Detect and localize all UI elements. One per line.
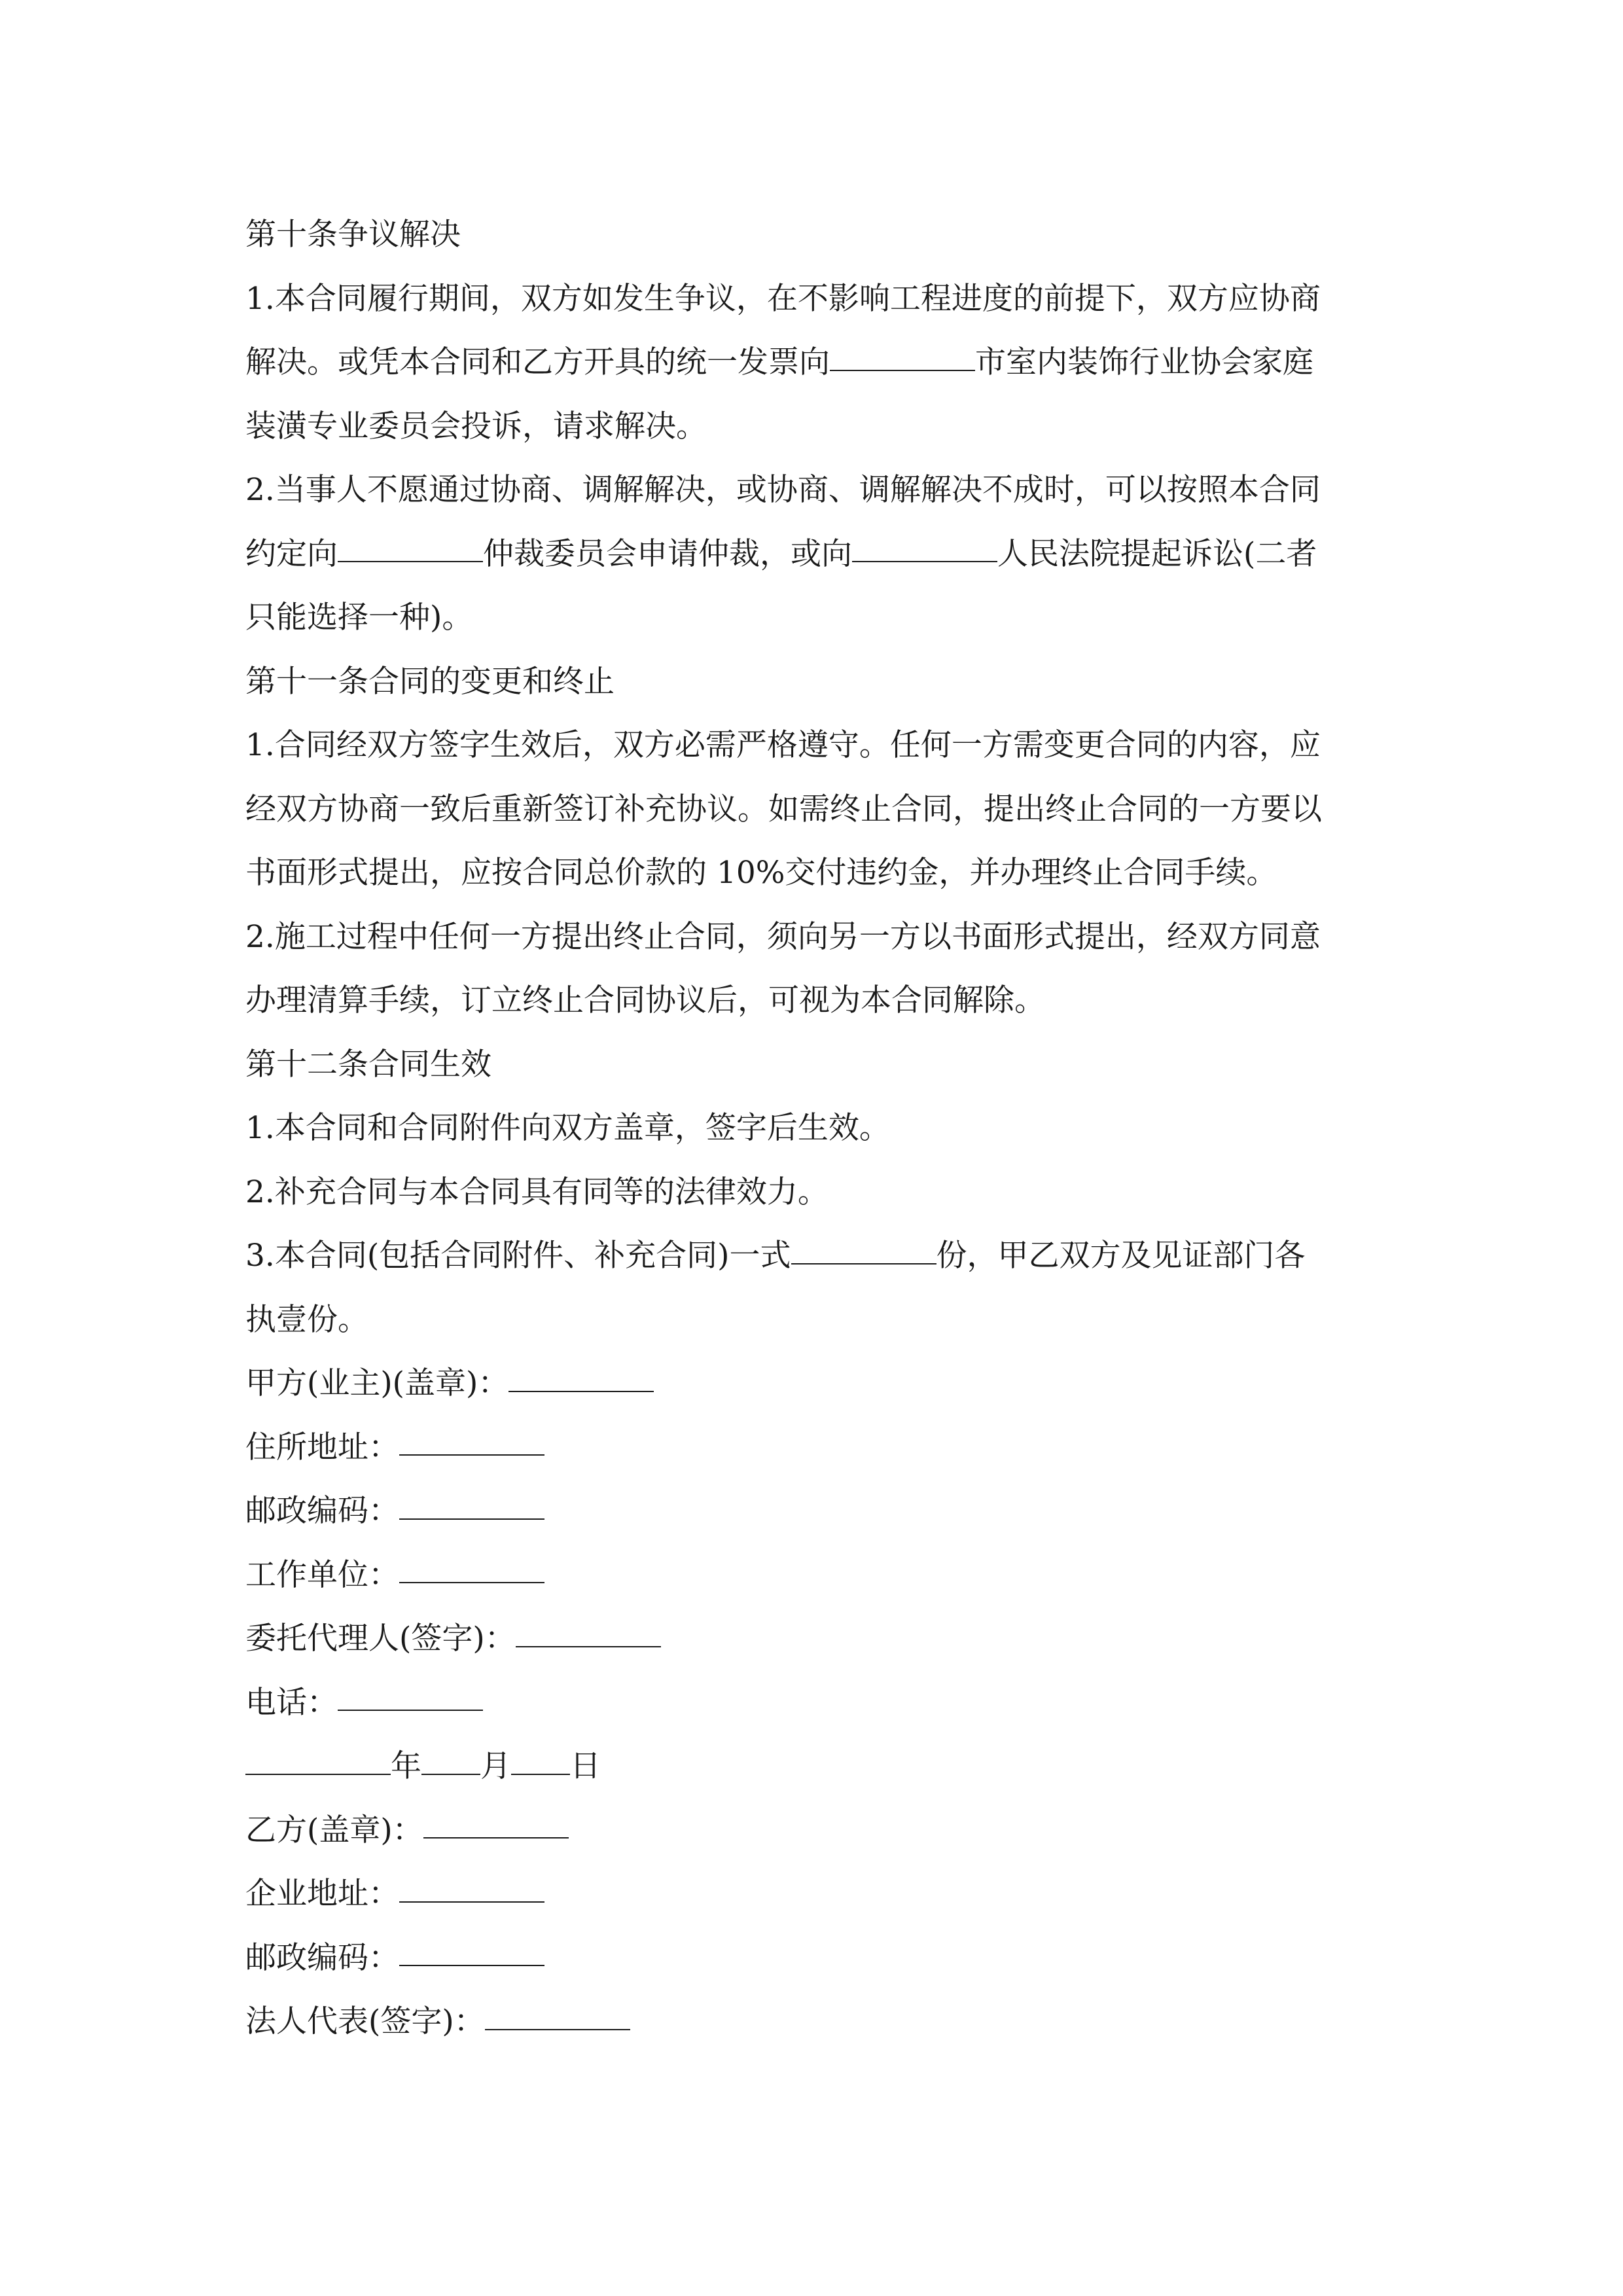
party-b-postcode-blank[interactable] xyxy=(399,1964,544,1966)
date-row: 年 月 日 xyxy=(245,1734,1379,1799)
party-a-address-row: 住所地址： xyxy=(245,1416,1379,1480)
article-11-para1-line2: 经双方协商一致后重新签订补充协议。如需终止合同，提出终止合同的一方要以 xyxy=(245,791,1322,827)
article-11-para2-line1: 2.施工过程中任何一方提出终止合同，须向另一方以书面形式提出，经双方同意 xyxy=(245,918,1321,955)
article-10-para2-line1: 2.当事人不愿通过协商、调解解决，或协商、调解解决不成时，可以按照本合同 xyxy=(245,472,1321,508)
month-blank[interactable] xyxy=(421,1773,480,1775)
article-10-title: 第十条争议解决 xyxy=(245,217,461,253)
article-12-para3-line1: 3.本合同(包括合同附件、补充合同)一式 份，甲乙双方及见证部门各 xyxy=(245,1238,1306,1274)
party-b-legal-rep-row: 法人代表(签字)： xyxy=(245,1990,1379,2054)
party-b-legal-rep-blank[interactable] xyxy=(485,2028,630,2030)
article-12-para1: 1.本合同和合同附件向双方盖章，签字后生效。 xyxy=(245,1110,890,1146)
party-a-workplace-row: 工作单位： xyxy=(245,1543,1379,1607)
article-10-para1-line1: 1.本合同履行期间，双方如发生争议，在不影响工程进度的前提下，双方应协商 xyxy=(245,280,1321,317)
article-10-para2-line3: 只能选择一种)。 xyxy=(245,600,473,636)
association-city-blank[interactable] xyxy=(830,369,975,371)
article-12-para2: 2.补充合同与本合同具有同等的法律效力。 xyxy=(245,1174,829,1210)
party-b-seal-row: 乙方(盖章)： xyxy=(245,1799,1379,1863)
arbitration-committee-blank[interactable] xyxy=(338,560,483,562)
year-blank[interactable] xyxy=(245,1773,391,1775)
article-11-title: 第十一条合同的变更和终止 xyxy=(245,663,615,700)
party-a-postcode-blank[interactable] xyxy=(399,1518,544,1520)
party-b-seal-blank[interactable] xyxy=(423,1837,569,1839)
party-a-agent-blank[interactable] xyxy=(516,1645,661,1647)
party-b-address-row: 企业地址： xyxy=(245,1862,1379,1926)
article-11-para1-line3: 书面形式提出，应按合同总价款的 10%交付违约金，并办理终止合同手续。 xyxy=(245,855,1277,891)
party-a-phone-blank[interactable] xyxy=(338,1709,483,1711)
contract-page xyxy=(245,203,1379,2054)
day-blank[interactable] xyxy=(511,1773,570,1775)
party-a-postcode-row: 邮政编码： xyxy=(245,1479,1379,1543)
article-10-para2-line2: 约定向 仲裁委员会申请仲裁，或向 人民法院提起诉讼(二者 xyxy=(245,535,1317,572)
article-12-para3-line2: 执壹份。 xyxy=(245,1301,368,1338)
party-a-phone-row: 电话： xyxy=(245,1671,1379,1735)
party-b-postcode-row: 邮政编码： xyxy=(245,1926,1379,1990)
party-a-workplace-blank[interactable] xyxy=(399,1581,544,1583)
article-12-title: 第十二条合同生效 xyxy=(245,1046,491,1083)
article-11-para1-line1: 1.合同经双方签字生效后，双方必需严格遵守。任何一方需变更合同的内容，应 xyxy=(245,727,1321,763)
party-a-address-blank[interactable] xyxy=(399,1454,544,1456)
court-blank[interactable] xyxy=(852,560,997,562)
party-a-seal-blank[interactable] xyxy=(508,1390,654,1392)
article-10-para1-line3: 装潢专业委员会投诉，请求解决。 xyxy=(245,408,707,444)
party-a-agent-row: 委托代理人(签字)： xyxy=(245,1607,1379,1671)
article-10-para1-line2: 解决。或凭本合同和乙方开具的统一发票向 市室内装饰行业协会家庭 xyxy=(245,344,1313,380)
party-b-address-blank[interactable] xyxy=(399,1901,544,1903)
article-11-para2-line2: 办理清算手续，订立终止合同协议后，可视为本合同解除。 xyxy=(245,982,1045,1018)
party-a-seal-row: 甲方(业主)(盖章)： xyxy=(245,1352,1379,1416)
copies-count-blank[interactable] xyxy=(791,1263,936,1265)
